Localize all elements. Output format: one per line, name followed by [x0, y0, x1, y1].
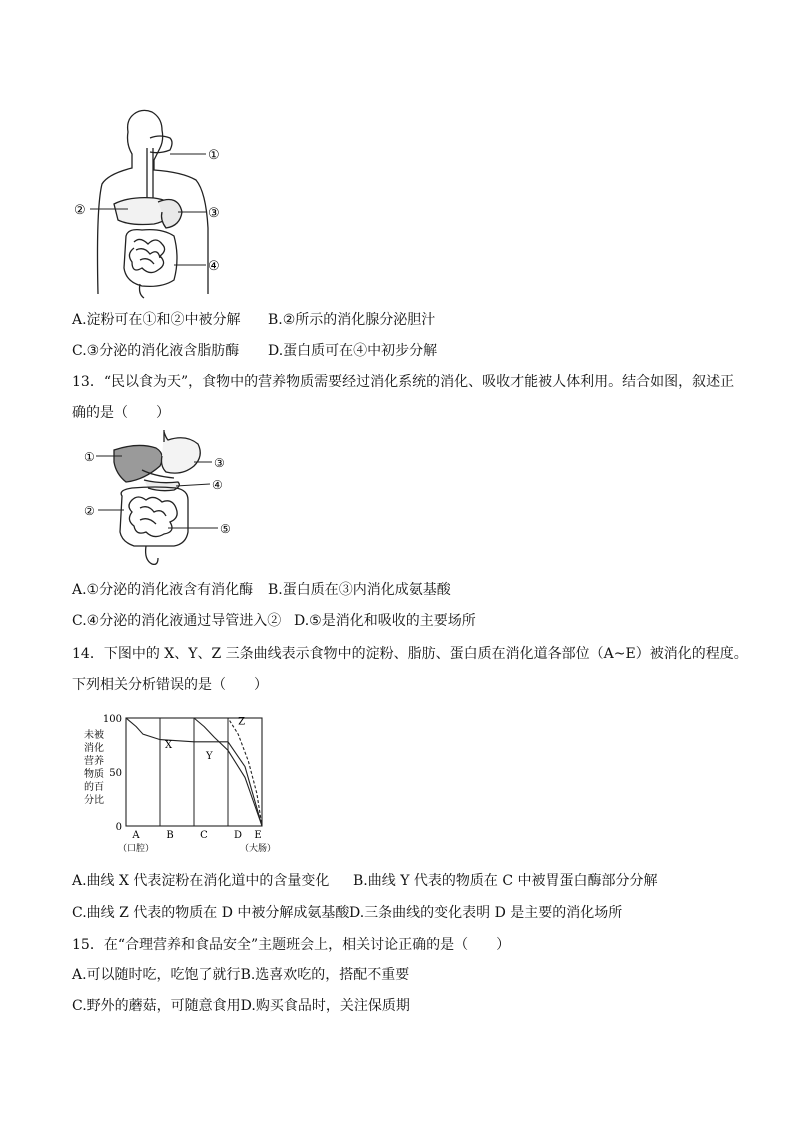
q13-option-a[interactable]: A.①分泌的消化液含有消化酶	[72, 582, 254, 598]
y-axis-label-line: 分比	[84, 795, 104, 806]
y-tick-label: 50	[109, 768, 122, 779]
q14-option-d[interactable]: D.三条曲线的变化表明 D 是主要的消化场所	[349, 905, 623, 921]
q14-option-c[interactable]: C.曲线 Z 代表的物质在 D 中被分解成氨基酸	[72, 905, 350, 921]
q13-option-d[interactable]: D.⑤是消化和吸收的主要场所	[294, 613, 476, 629]
digestive-system-figure-q12	[70, 108, 270, 300]
q13-label-5: ⑤	[220, 522, 231, 536]
series-label-x: X	[164, 740, 173, 752]
q12-option-a[interactable]: A.淀粉可在①和②中被分解	[72, 312, 241, 328]
chart-yticks	[103, 714, 122, 833]
q12-options-line-1	[72, 311, 435, 329]
q15-stem: 15．在“合理营养和食品安全”主题班会上，相关讨论正确的是（ ）	[72, 937, 511, 953]
digestion-chart	[82, 708, 282, 858]
q14-options-line-2	[72, 904, 622, 922]
q14-stem-line-1: 14．下图中的 X、Y、Z 三条曲线表示食物中的淀粉、脂肪、蛋白质在消化道各部位（A~E）被消化的程度。	[72, 646, 748, 662]
x-tick-label: D	[233, 830, 243, 841]
y-axis-label-line: 物质	[84, 769, 104, 780]
q14-option-b[interactable]: B.曲线 Y 代表的物质在 C 中被胃蛋白酶部分分解	[353, 873, 658, 889]
q13-options-line-2	[72, 612, 476, 630]
q13-stem-line-2: 确的是（ ）	[72, 405, 170, 421]
y-axis-label-line: 的百	[84, 782, 104, 793]
x-tick-label: A	[132, 830, 140, 841]
q15-option-b[interactable]: B.选喜欢吃的，搭配不重要	[240, 967, 410, 983]
chart-ylabel	[84, 728, 104, 806]
q12-option-d[interactable]: D.蛋白质可在④中初步分解	[268, 343, 438, 359]
x-tick-label: E	[254, 830, 262, 841]
q13-label-2: ②	[84, 504, 95, 518]
q14-option-a[interactable]: A.曲线 X 代表淀粉在消化道中的含量变化	[72, 873, 330, 889]
q15-option-a[interactable]: A.可以随时吃，吃饱了就行	[72, 967, 241, 983]
q15-options-line-2	[72, 997, 410, 1015]
q13-option-b[interactable]: B.蛋白质在③内消化成氨基酸	[268, 582, 451, 598]
q12-label-1: ①	[208, 148, 220, 163]
y-axis-label-line: 未被	[84, 730, 104, 741]
q13-options-line-1	[72, 581, 451, 599]
y-tick-label: 100	[102, 714, 122, 725]
x-tick-note: （大肠）	[239, 844, 277, 854]
y-axis-label-line: 消化	[84, 743, 104, 754]
q12-label-4: ④	[208, 259, 220, 274]
x-tick-note: （口腔）	[117, 844, 155, 854]
q15-option-d[interactable]: D.购买食品时，关注保质期	[240, 998, 410, 1014]
q13-label-4: ④	[212, 478, 223, 492]
q15-options-line-1	[72, 966, 409, 984]
x-tick-label: B	[166, 830, 174, 841]
q13-label-1: ①	[84, 450, 95, 464]
q12-label-2: ②	[74, 203, 86, 218]
y-axis-label-line: 营养	[84, 756, 104, 767]
digestive-organs-figure-q13	[82, 428, 252, 570]
chart-xticks	[118, 830, 276, 854]
q12-option-b[interactable]: B.②所示的消化腺分泌胆汁	[268, 312, 436, 328]
q15-option-c[interactable]: C.野外的蘑菇，可随意食用	[72, 998, 241, 1014]
q13-stem-line-1: 13．“民以食为天”，食物中的营养物质需要经过消化系统的消化、吸收才能被人体利用。结合如图，叙述正	[72, 374, 735, 390]
q12-option-c[interactable]: C.③分泌的消化液含脂肪酶	[72, 343, 240, 359]
q14-stem-line-2: 下列相关分析错误的是（ ）	[72, 677, 268, 693]
series-label-z: Z	[238, 716, 246, 728]
x-tick-label: C	[200, 830, 208, 841]
q14-options-line-1	[72, 872, 658, 890]
series-label-y: Y	[205, 751, 213, 763]
q12-label-3: ③	[208, 206, 220, 221]
q12-options-line-2	[72, 342, 437, 360]
q13-option-c[interactable]: C.④分泌的消化液通过导管进入②	[72, 613, 282, 629]
q13-label-3: ③	[214, 456, 225, 470]
y-tick-label: 0	[115, 822, 122, 833]
